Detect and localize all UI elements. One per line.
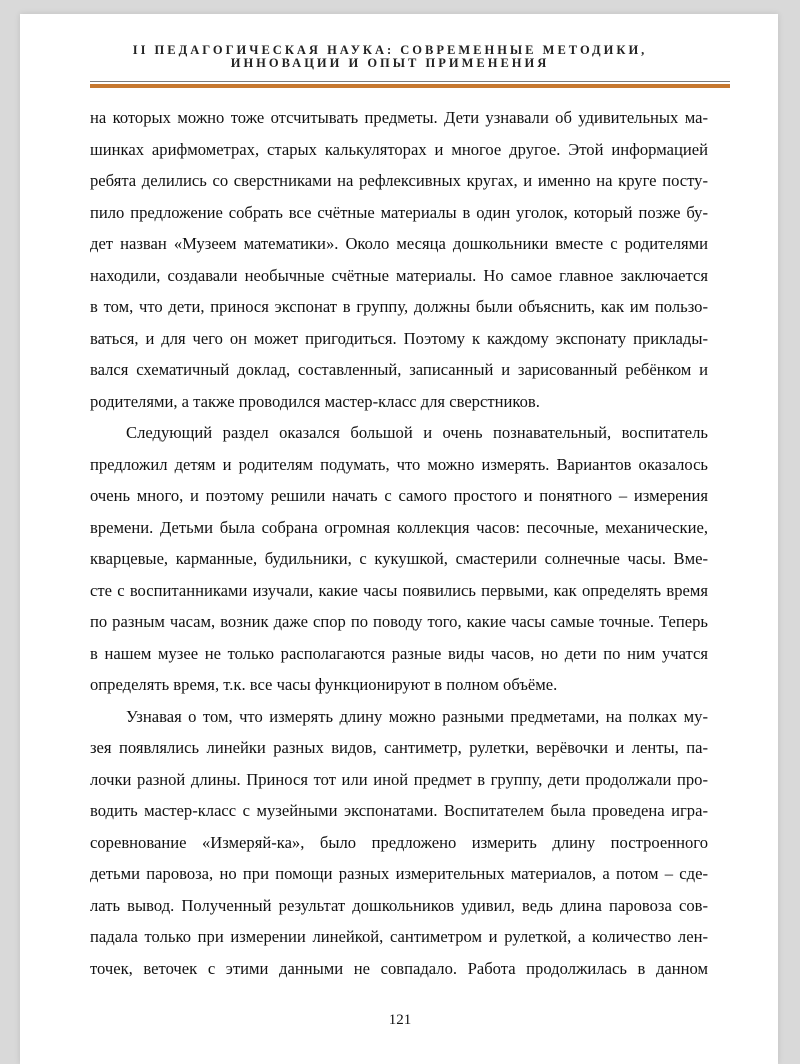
text-line: детьми паровоза, но при помощи разных измерительных материалов, а потом – сде- xyxy=(90,864,708,883)
text-line: Следующий раздел оказался большой и очень познавательный, воспитатель xyxy=(126,423,708,442)
text-line: соревнование «Измеряй-ка», было предложено измерить длину построенного xyxy=(90,832,708,852)
text-line: ваться, и для чего он может пригодиться. Поэтому к каждому экспонату приклады- xyxy=(90,328,708,348)
text-line: находили, создавали необычные счётные материалы. Но самое главное заключается xyxy=(90,265,708,285)
text-line: в нашем музее не только располагаются разные виды часов, но дети по ним учатся xyxy=(90,643,708,663)
text-line: водить мастер-класс с музейными экспонатами. Воспитателем была проведена игра- xyxy=(90,801,708,820)
text-line: ребята делились со сверстниками на рефлексивных кругах, и именно на круге посту- xyxy=(90,171,708,190)
text-line: зея появлялись линейки разных видов, сантиметр, рулетки, верёвочки и ленты, па- xyxy=(90,738,708,757)
text-line: дет назван «Музеем математики». Около месяца дошкольники вместе с родителями xyxy=(90,234,708,253)
text-line: точек, веточек с этими данными не совпадало. Работа продолжилась в данном xyxy=(90,958,708,978)
text-line: пило предложение собрать все счётные материалы в один уголок, который позже бу- xyxy=(90,202,708,222)
text-line: предложил детям и родителям подумать, что можно измерять. Вариантов оказалось xyxy=(90,454,708,474)
text-line: Узнавая о том, что измерять длину можно разными предметами, на полках му- xyxy=(126,706,708,726)
header-rule-thick xyxy=(90,84,730,88)
text-line: родителями, а также проводился мастер-класс для сверстников. xyxy=(90,391,540,411)
text-line: на которых можно тоже отсчитывать предметы. Дети узнавали об удивительных ма- xyxy=(90,108,708,127)
running-header xyxy=(70,44,710,70)
text-line: лать вывод. Полученный результат дошкольников удивил, ведь длина паровоза сов- xyxy=(90,895,708,915)
text-line: кварцевые, карманные, будильники, с кукушкой, смастерили солнечные часы. Вме- xyxy=(90,549,708,568)
header-rule-thin xyxy=(90,81,730,82)
body-text xyxy=(90,102,708,984)
text-line: вался схематичный доклад, составленный, записанный и зарисованный ребёнком и xyxy=(90,360,708,379)
text-line: времени. Детьми была собрана огромная коллекция часов: песочные, механические, xyxy=(90,517,708,537)
text-line: падала только при измерении линейкой, сантиметром и рулеткой, а количество лен- xyxy=(90,927,708,946)
text-line: в том, что дети, принося экспонат в группу, должны были объяснить, как им пользо- xyxy=(90,297,708,316)
text-line: очень много, и поэтому решили начать с самого простого и понятного – измерения xyxy=(90,486,708,505)
text-line: определять время, т.к. все часы функционируют в полном объёме. xyxy=(90,675,558,694)
page-number: 121 xyxy=(388,1012,412,1028)
text-line: сте с воспитанниками изучали, какие часы появились первыми, как определять время xyxy=(90,580,708,600)
running-header-line1: II ПЕДАГОГИЧЕСКАЯ НАУКА: СОВРЕМЕННЫЕ МЕТОДИКИ, xyxy=(132,43,648,57)
running-header-line2: ИННОВАЦИИ И ОПЫТ ПРИМЕНЕНИЯ xyxy=(230,56,550,70)
text-line: шинках арифмометрах, старых калькуляторах и многое другое. Этой информацией xyxy=(90,139,708,159)
text-line: по разным часам, возник даже спор по поводу того, какие часы самые точные. Теперь xyxy=(90,612,708,631)
text-line: лочки разной длины. Принося тот или иной предмет в группу, дети продолжали про- xyxy=(90,769,708,789)
